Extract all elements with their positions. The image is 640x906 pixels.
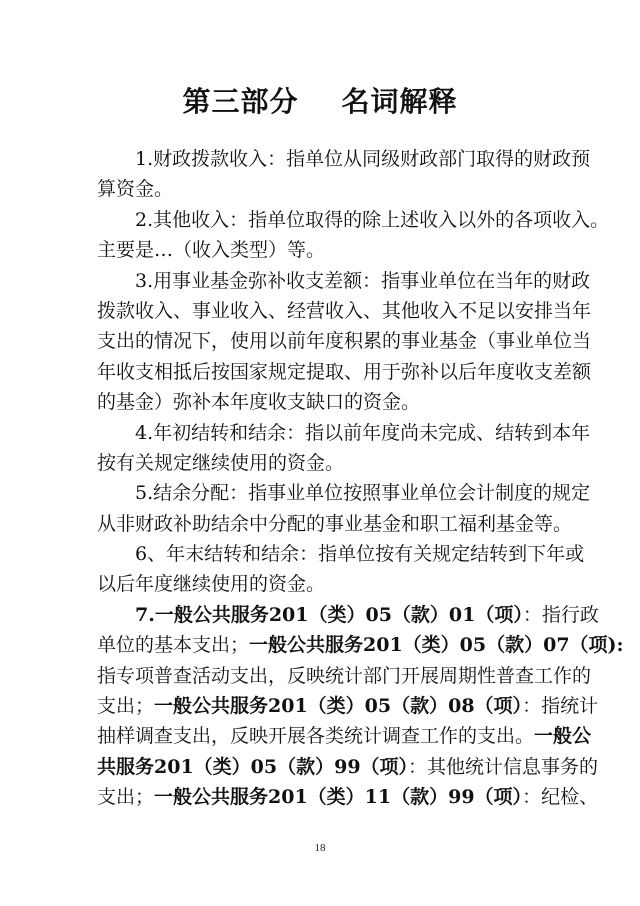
text-segment: 6、年末结转和结余：指单位按有关规定结转到下年或 bbox=[135, 543, 585, 566]
text-segment: 拨款收入、事业收入、经营收入、其他收入不足以安排当年 bbox=[97, 299, 592, 322]
text-segment: 3.用事业基金弥补收支差额：指事业单位在当年的财政 bbox=[135, 269, 591, 292]
text-line bbox=[97, 630, 624, 660]
text-segment: 以后年度继续使用的资金。 bbox=[97, 573, 326, 596]
text-line bbox=[97, 448, 557, 478]
text-segment: 支出； bbox=[97, 695, 155, 718]
text-line bbox=[97, 691, 599, 721]
text-segment: 4.年初结转和结余：指以前年度尚未完成、结转到本年 bbox=[135, 421, 591, 444]
text-line bbox=[97, 721, 592, 751]
text-line bbox=[97, 235, 557, 265]
text-line bbox=[97, 205, 610, 235]
text-line bbox=[97, 752, 599, 782]
text-segment: 指专项普查活动支出，反映统计部门开展周期性普查工作的 bbox=[97, 664, 592, 687]
text-segment: ：指统计 bbox=[522, 695, 599, 718]
text-line bbox=[97, 418, 591, 448]
bold-segment: 共服务201（类）05（款）99（项） bbox=[97, 755, 409, 778]
bold-segment: 一般公共服务201（类）11（款）99（项） bbox=[154, 786, 523, 809]
bold-segment: 一般公共服务201（类）05（款）07（项): bbox=[249, 634, 624, 657]
text-segment: 2.其他收入：指单位取得的除上述收入以外的各项收入。 bbox=[135, 208, 610, 231]
text-line bbox=[97, 661, 592, 691]
text-segment: 的基金）弥补本年度收支缺口的资金。 bbox=[97, 391, 421, 414]
text-segment: 主要是…（收入类型）等。 bbox=[97, 239, 326, 262]
text-line bbox=[97, 357, 592, 387]
text-segment: 按有关规定继续使用的资金。 bbox=[97, 451, 345, 474]
text-line bbox=[97, 387, 557, 417]
text-segment: 支出； bbox=[97, 786, 155, 809]
text-segment: 年收支相抵后按国家规定提取、用于弥补以后年度收支差额 bbox=[97, 360, 592, 383]
text-segment: 算资金。 bbox=[97, 178, 174, 201]
body-text bbox=[97, 144, 624, 813]
bold-segment: 一般公共服务201（类）05（款）08（项） bbox=[154, 695, 523, 718]
text-line bbox=[97, 569, 557, 599]
text-line bbox=[97, 296, 592, 326]
text-segment: 单位的基本支出； bbox=[97, 634, 250, 657]
page-number: 18 bbox=[314, 842, 326, 854]
text-segment: 支出的情况下，使用以前年度积累的事业基金（事业单位当 bbox=[97, 330, 592, 353]
text-line bbox=[97, 266, 591, 296]
text-segment: ：指行政 bbox=[522, 603, 599, 626]
text-line bbox=[97, 326, 592, 356]
text-line bbox=[97, 174, 557, 204]
text-line bbox=[97, 782, 599, 812]
page-title: 第三部分 名词解释 bbox=[182, 85, 458, 118]
text-line bbox=[97, 509, 573, 539]
text-segment: 从非财政补助结余中分配的事业基金和职工福利基金等。 bbox=[97, 512, 573, 535]
text-segment: ：其他统计信息事务的 bbox=[408, 755, 599, 778]
text-line bbox=[97, 144, 591, 174]
text-segment: 1.财政拨款收入：指单位从同级财政部门取得的财政预 bbox=[135, 148, 591, 170]
text-line bbox=[97, 600, 599, 630]
bold-segment: 7.一般公共服务201（类）05（款）01（项） bbox=[135, 603, 523, 626]
text-segment: ：纪检、 bbox=[522, 786, 599, 809]
text-line bbox=[97, 478, 591, 508]
text-segment: 5.结余分配：指事业单位按照事业单位会计制度的规定 bbox=[135, 482, 591, 505]
text-line bbox=[97, 539, 585, 569]
bold-segment: 一般公 bbox=[534, 725, 592, 748]
text-segment: 抽样调查支出，反映开展各类统计调查工作的支出。 bbox=[97, 725, 535, 748]
